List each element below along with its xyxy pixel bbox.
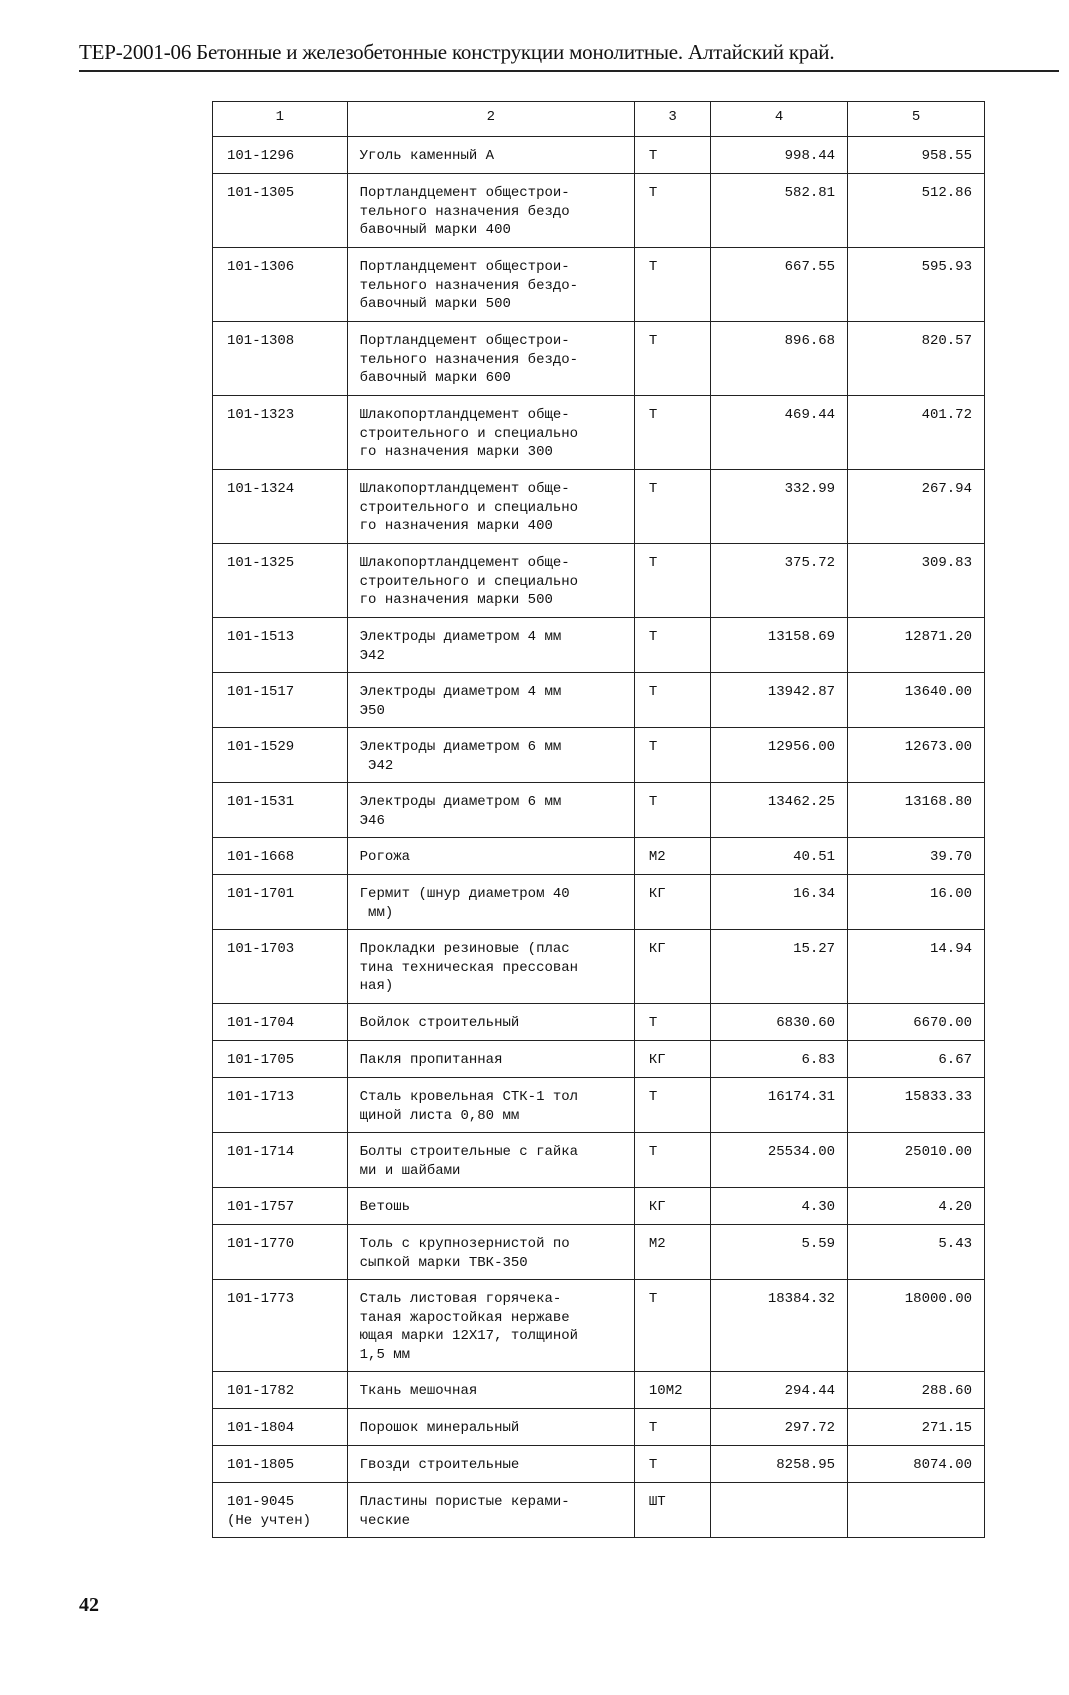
cell-name: Сталь кровельная СТК-1 тол щиной листа 0,80 мм <box>347 1078 634 1133</box>
cell-unit: КГ <box>634 1041 710 1078</box>
column-header-unit: 3 <box>634 102 710 137</box>
cell-code: 101-1705 <box>213 1041 348 1078</box>
page-number: 42 <box>79 1594 99 1616</box>
cell-name: Шлакопортландцемент обще- строительного и специально го назначения марки 400 <box>347 470 634 544</box>
cell-price-a <box>711 1483 848 1538</box>
cell-name: Электроды диаметром 4 мм Э42 <box>347 618 634 673</box>
cell-code: 101-1529 <box>213 728 348 783</box>
cell-name: Гвозди строительные <box>347 1446 634 1483</box>
cell-price-a: 13462.25 <box>711 783 848 838</box>
table-row <box>213 1004 985 1041</box>
cell-name: Сталь листовая горячека- таная жаростойкая нержаве ющая марки 12Х17, толщиной 1,5 мм <box>347 1280 634 1372</box>
cell-price-b: 16.00 <box>848 875 985 930</box>
cell-price-b: 14.94 <box>848 930 985 1004</box>
cell-price-a: 469.44 <box>711 396 848 470</box>
cell-price-a: 13942.87 <box>711 673 848 728</box>
cell-name: Портландцемент общестрои- тельного назначения бездо- бавочный марки 500 <box>347 248 634 322</box>
column-header-name: 2 <box>347 102 634 137</box>
cell-price-b: 12871.20 <box>848 618 985 673</box>
cell-unit: М2 <box>634 838 710 875</box>
cell-price-b: 6.67 <box>848 1041 985 1078</box>
cell-unit: Т <box>634 1133 710 1188</box>
cell-price-b: 288.60 <box>848 1372 985 1409</box>
cell-unit: Т <box>634 322 710 396</box>
cell-code: 101-1517 <box>213 673 348 728</box>
cell-name: Портландцемент общестрои- тельного назначения бездо бавочный марки 400 <box>347 174 634 248</box>
cell-price-b: 18000.00 <box>848 1280 985 1372</box>
cell-code: 101-1296 <box>213 137 348 174</box>
cell-name: Шлакопортландцемент обще- строительного и специально го назначения марки 300 <box>347 396 634 470</box>
cell-name: Толь с крупнозернистой по сыпкой марки ТВК-350 <box>347 1225 634 1280</box>
table-row <box>213 728 985 783</box>
cell-name: Пакля пропитанная <box>347 1041 634 1078</box>
cell-price-b: 267.94 <box>848 470 985 544</box>
cell-price-a: 12956.00 <box>711 728 848 783</box>
cell-code: 101-1714 <box>213 1133 348 1188</box>
cell-unit: Т <box>634 544 710 618</box>
cell-unit: Т <box>634 673 710 728</box>
cell-price-a: 16.34 <box>711 875 848 930</box>
cell-price-a: 4.30 <box>711 1188 848 1225</box>
cell-price-b: 271.15 <box>848 1409 985 1446</box>
cell-price-a: 18384.32 <box>711 1280 848 1372</box>
table-row <box>213 248 985 322</box>
cell-price-a: 6.83 <box>711 1041 848 1078</box>
cell-code: 101-1782 <box>213 1372 348 1409</box>
cell-name: Уголь каменный А <box>347 137 634 174</box>
cell-price-a: 40.51 <box>711 838 848 875</box>
table-row <box>213 673 985 728</box>
cell-code: 101-1308 <box>213 322 348 396</box>
table-header-row <box>213 102 985 137</box>
cell-name: Портландцемент общестрои- тельного назначения бездо- бавочный марки 600 <box>347 322 634 396</box>
column-header-price-b: 5 <box>848 102 985 137</box>
cell-price-a: 16174.31 <box>711 1078 848 1133</box>
column-header-code: 1 <box>213 102 348 137</box>
cell-price-a: 667.55 <box>711 248 848 322</box>
cell-code: 101-1770 <box>213 1225 348 1280</box>
cell-unit: 10М2 <box>634 1372 710 1409</box>
cell-code: 101-1324 <box>213 470 348 544</box>
cell-price-a: 297.72 <box>711 1409 848 1446</box>
cell-price-b: 5.43 <box>848 1225 985 1280</box>
page-header-title: ТЕР-2001-06 Бетонные и железобетонные конструкции монолитные. Алтайский край. <box>79 40 835 64</box>
cell-name: Гермит (шнур диаметром 40 мм) <box>347 875 634 930</box>
cell-price-a: 582.81 <box>711 174 848 248</box>
cell-price-a: 15.27 <box>711 930 848 1004</box>
cell-name: Болты строительные с гайка ми и шайбами <box>347 1133 634 1188</box>
cell-unit: Т <box>634 728 710 783</box>
cell-unit: Т <box>634 618 710 673</box>
cell-unit: Т <box>634 1004 710 1041</box>
cell-price-b: 6670.00 <box>848 1004 985 1041</box>
table-row <box>213 1372 985 1409</box>
cell-code: 101-1323 <box>213 396 348 470</box>
table-row <box>213 1225 985 1280</box>
table-row <box>213 875 985 930</box>
cell-code: 101-1805 <box>213 1446 348 1483</box>
table-header <box>213 102 985 137</box>
table-row <box>213 1446 985 1483</box>
table-row <box>213 322 985 396</box>
table-row <box>213 470 985 544</box>
cell-unit: Т <box>634 1280 710 1372</box>
cell-name: Рогожа <box>347 838 634 875</box>
table-row <box>213 1409 985 1446</box>
cell-unit: Т <box>634 137 710 174</box>
cell-name: Порошок минеральный <box>347 1409 634 1446</box>
cell-unit: Т <box>634 1446 710 1483</box>
cell-name: Электроды диаметром 4 мм Э50 <box>347 673 634 728</box>
cell-price-b: 309.83 <box>848 544 985 618</box>
table-row <box>213 544 985 618</box>
cell-code: 101-1713 <box>213 1078 348 1133</box>
cell-unit: Т <box>634 248 710 322</box>
cell-name: Ткань мешочная <box>347 1372 634 1409</box>
cell-code: 101-1531 <box>213 783 348 838</box>
cell-code: 101-1757 <box>213 1188 348 1225</box>
table-row <box>213 1188 985 1225</box>
cell-price-b: 12673.00 <box>848 728 985 783</box>
cell-price-a: 25534.00 <box>711 1133 848 1188</box>
cell-unit: Т <box>634 783 710 838</box>
column-header-price-a: 4 <box>711 102 848 137</box>
cell-code: 101-9045 (Не учтен) <box>213 1483 348 1538</box>
cell-name: Ветошь <box>347 1188 634 1225</box>
cell-price-a: 5.59 <box>711 1225 848 1280</box>
header-divider <box>79 70 1059 72</box>
price-table <box>212 101 985 1538</box>
table-row <box>213 1078 985 1133</box>
cell-price-a: 332.99 <box>711 470 848 544</box>
cell-unit: Т <box>634 1078 710 1133</box>
cell-price-a: 998.44 <box>711 137 848 174</box>
table-row <box>213 930 985 1004</box>
cell-name: Электроды диаметром 6 мм Э46 <box>347 783 634 838</box>
cell-unit: КГ <box>634 930 710 1004</box>
cell-name: Войлок строительный <box>347 1004 634 1041</box>
table-row <box>213 137 985 174</box>
cell-price-b: 13168.80 <box>848 783 985 838</box>
table-row <box>213 1483 985 1538</box>
cell-unit: Т <box>634 1409 710 1446</box>
cell-name: Электроды диаметром 6 мм Э42 <box>347 728 634 783</box>
cell-code: 101-1306 <box>213 248 348 322</box>
cell-price-b: 4.20 <box>848 1188 985 1225</box>
cell-unit: ШТ <box>634 1483 710 1538</box>
cell-code: 101-1804 <box>213 1409 348 1446</box>
cell-name: Пластины пористые керами- ческие <box>347 1483 634 1538</box>
cell-price-b: 8074.00 <box>848 1446 985 1483</box>
cell-price-b: 820.57 <box>848 322 985 396</box>
cell-code: 101-1513 <box>213 618 348 673</box>
table-row <box>213 618 985 673</box>
cell-price-b: 401.72 <box>848 396 985 470</box>
cell-code: 101-1325 <box>213 544 348 618</box>
cell-name: Шлакопортландцемент обще- строительного и специально го назначения марки 500 <box>347 544 634 618</box>
table-body <box>213 137 985 1538</box>
cell-code: 101-1773 <box>213 1280 348 1372</box>
cell-unit: КГ <box>634 875 710 930</box>
cell-code: 101-1704 <box>213 1004 348 1041</box>
table-row <box>213 838 985 875</box>
table-row <box>213 1280 985 1372</box>
cell-price-b: 25010.00 <box>848 1133 985 1188</box>
cell-price-a: 8258.95 <box>711 1446 848 1483</box>
cell-price-b <box>848 1483 985 1538</box>
cell-code: 101-1701 <box>213 875 348 930</box>
cell-price-a: 896.68 <box>711 322 848 396</box>
cell-price-b: 15833.33 <box>848 1078 985 1133</box>
cell-unit: Т <box>634 396 710 470</box>
cell-price-a: 13158.69 <box>711 618 848 673</box>
cell-unit: КГ <box>634 1188 710 1225</box>
cell-price-a: 375.72 <box>711 544 848 618</box>
cell-price-a: 294.44 <box>711 1372 848 1409</box>
cell-code: 101-1668 <box>213 838 348 875</box>
table-row <box>213 1133 985 1188</box>
cell-code: 101-1703 <box>213 930 348 1004</box>
cell-name: Прокладки резиновые (плас тина техническая прессован ная) <box>347 930 634 1004</box>
cell-price-b: 595.93 <box>848 248 985 322</box>
cell-price-b: 958.55 <box>848 137 985 174</box>
cell-price-b: 512.86 <box>848 174 985 248</box>
cell-price-b: 13640.00 <box>848 673 985 728</box>
table-row <box>213 174 985 248</box>
table-row <box>213 1041 985 1078</box>
cell-price-b: 39.70 <box>848 838 985 875</box>
cell-unit: М2 <box>634 1225 710 1280</box>
table-row <box>213 396 985 470</box>
cell-price-a: 6830.60 <box>711 1004 848 1041</box>
cell-unit: Т <box>634 174 710 248</box>
cell-code: 101-1305 <box>213 174 348 248</box>
table-row <box>213 783 985 838</box>
cell-unit: Т <box>634 470 710 544</box>
